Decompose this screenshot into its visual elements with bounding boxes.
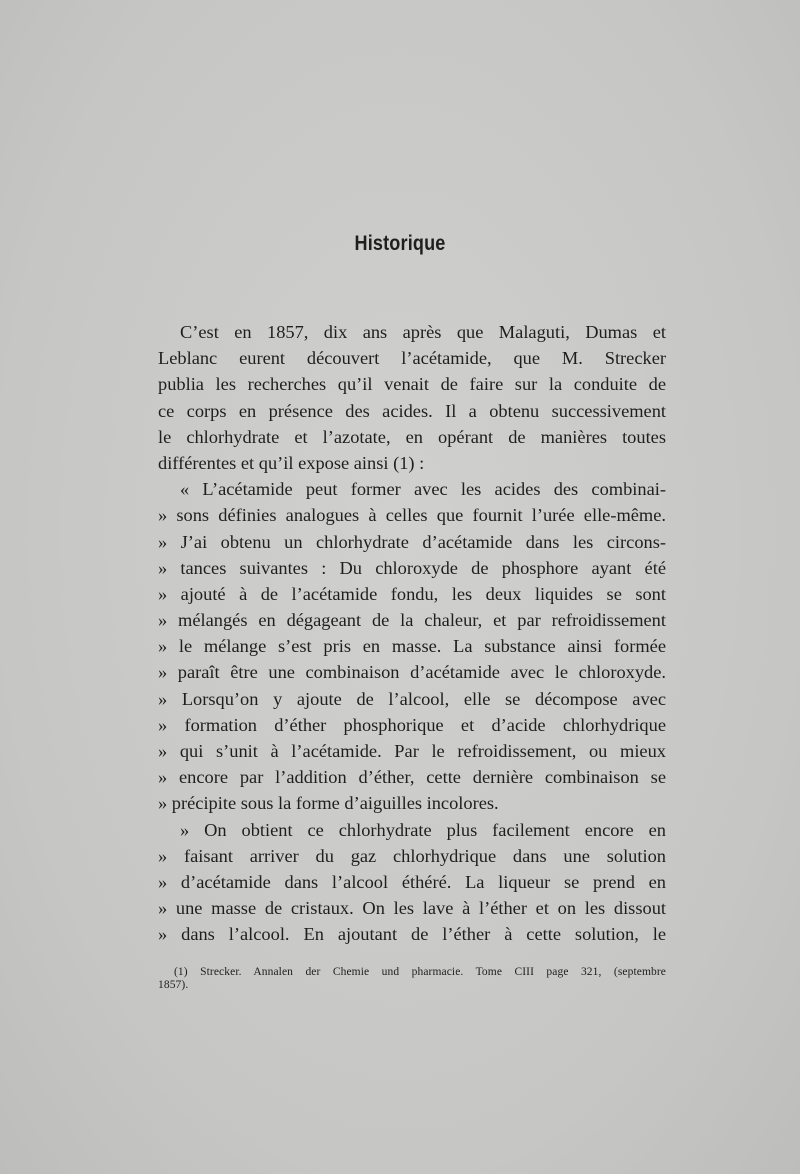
text-line: » J’ai obtenu un chlorhydrate d’acétamide dans les circons- xyxy=(158,531,666,552)
text-line: C’est en 1857, dix ans après que Malaguti, Dumas et xyxy=(180,322,666,342)
text-line: publia les recherches qu’il venait de faire sur la conduite de xyxy=(158,374,666,395)
footnote-line: (1) Strecker. Annalen der Chemie und pharmacie. Tome CIII page 321, (septembre xyxy=(174,966,666,978)
text-line: » tances suivantes : Du chloroxyde de phosphore ayant été xyxy=(158,557,666,578)
text-line: » ajouté à de l’acétamide fondu, les deux liquides se sont xyxy=(158,583,666,604)
text-line: » paraît être une combinaison d’acétamide avec le chloroxyde. xyxy=(158,662,666,683)
text-line: » précipite sous la forme d’aiguilles incolores. xyxy=(158,793,499,814)
page-title: Historique xyxy=(354,232,446,255)
text-line: » faisant arriver du gaz chlorhydrique dans une solution xyxy=(158,845,666,866)
text-line: » encore par l’addition d’éther, cette dernière combinaison se xyxy=(158,767,666,788)
text-line: » sons définies analogues à celles que fournit l’urée elle-même. xyxy=(158,505,666,526)
text-line: » le mélange s’est pris en masse. La substance ainsi formée xyxy=(158,636,666,657)
text-line: différentes et qu’il expose ainsi (1) : xyxy=(158,452,425,473)
text-line: « L’acétamide peut former avec les acides des combinai- xyxy=(180,479,666,500)
text-line: » On obtient ce chlorhydrate plus facilement encore en xyxy=(180,819,666,840)
text-line: » qui s’unit à l’acétamide. Par le refroidissement, ou mieux xyxy=(158,741,666,761)
footnote xyxy=(158,966,666,992)
text-line: » dans l’alcool. En ajoutant de l’éther à cette solution, le xyxy=(158,924,666,945)
text-line: » mélangés en dégageant de la chaleur, et par refroidissement xyxy=(158,610,666,631)
footnote-line: 1857). xyxy=(158,979,189,991)
body-text xyxy=(158,319,666,948)
text-line: » Lorsqu’on y ajoute de l’alcool, elle se décompose avec xyxy=(158,688,666,709)
text-line: » une masse de cristaux. On les lave à l’éther et on les dissout xyxy=(158,898,666,919)
text-line: » d’acétamide dans l’alcool éthéré. La liqueur se prend en xyxy=(158,871,666,892)
text-line: Leblanc eurent découvert l’acétamide, que M. Strecker xyxy=(158,348,666,369)
text-line: le chlorhydrate et l’azotate, en opérant de manières toutes xyxy=(158,426,666,447)
text-line: » formation d’éther phosphorique et d’acide chlorhydrique xyxy=(158,714,666,735)
text-line: ce corps en présence des acides. Il a obtenu successivement xyxy=(158,400,666,421)
